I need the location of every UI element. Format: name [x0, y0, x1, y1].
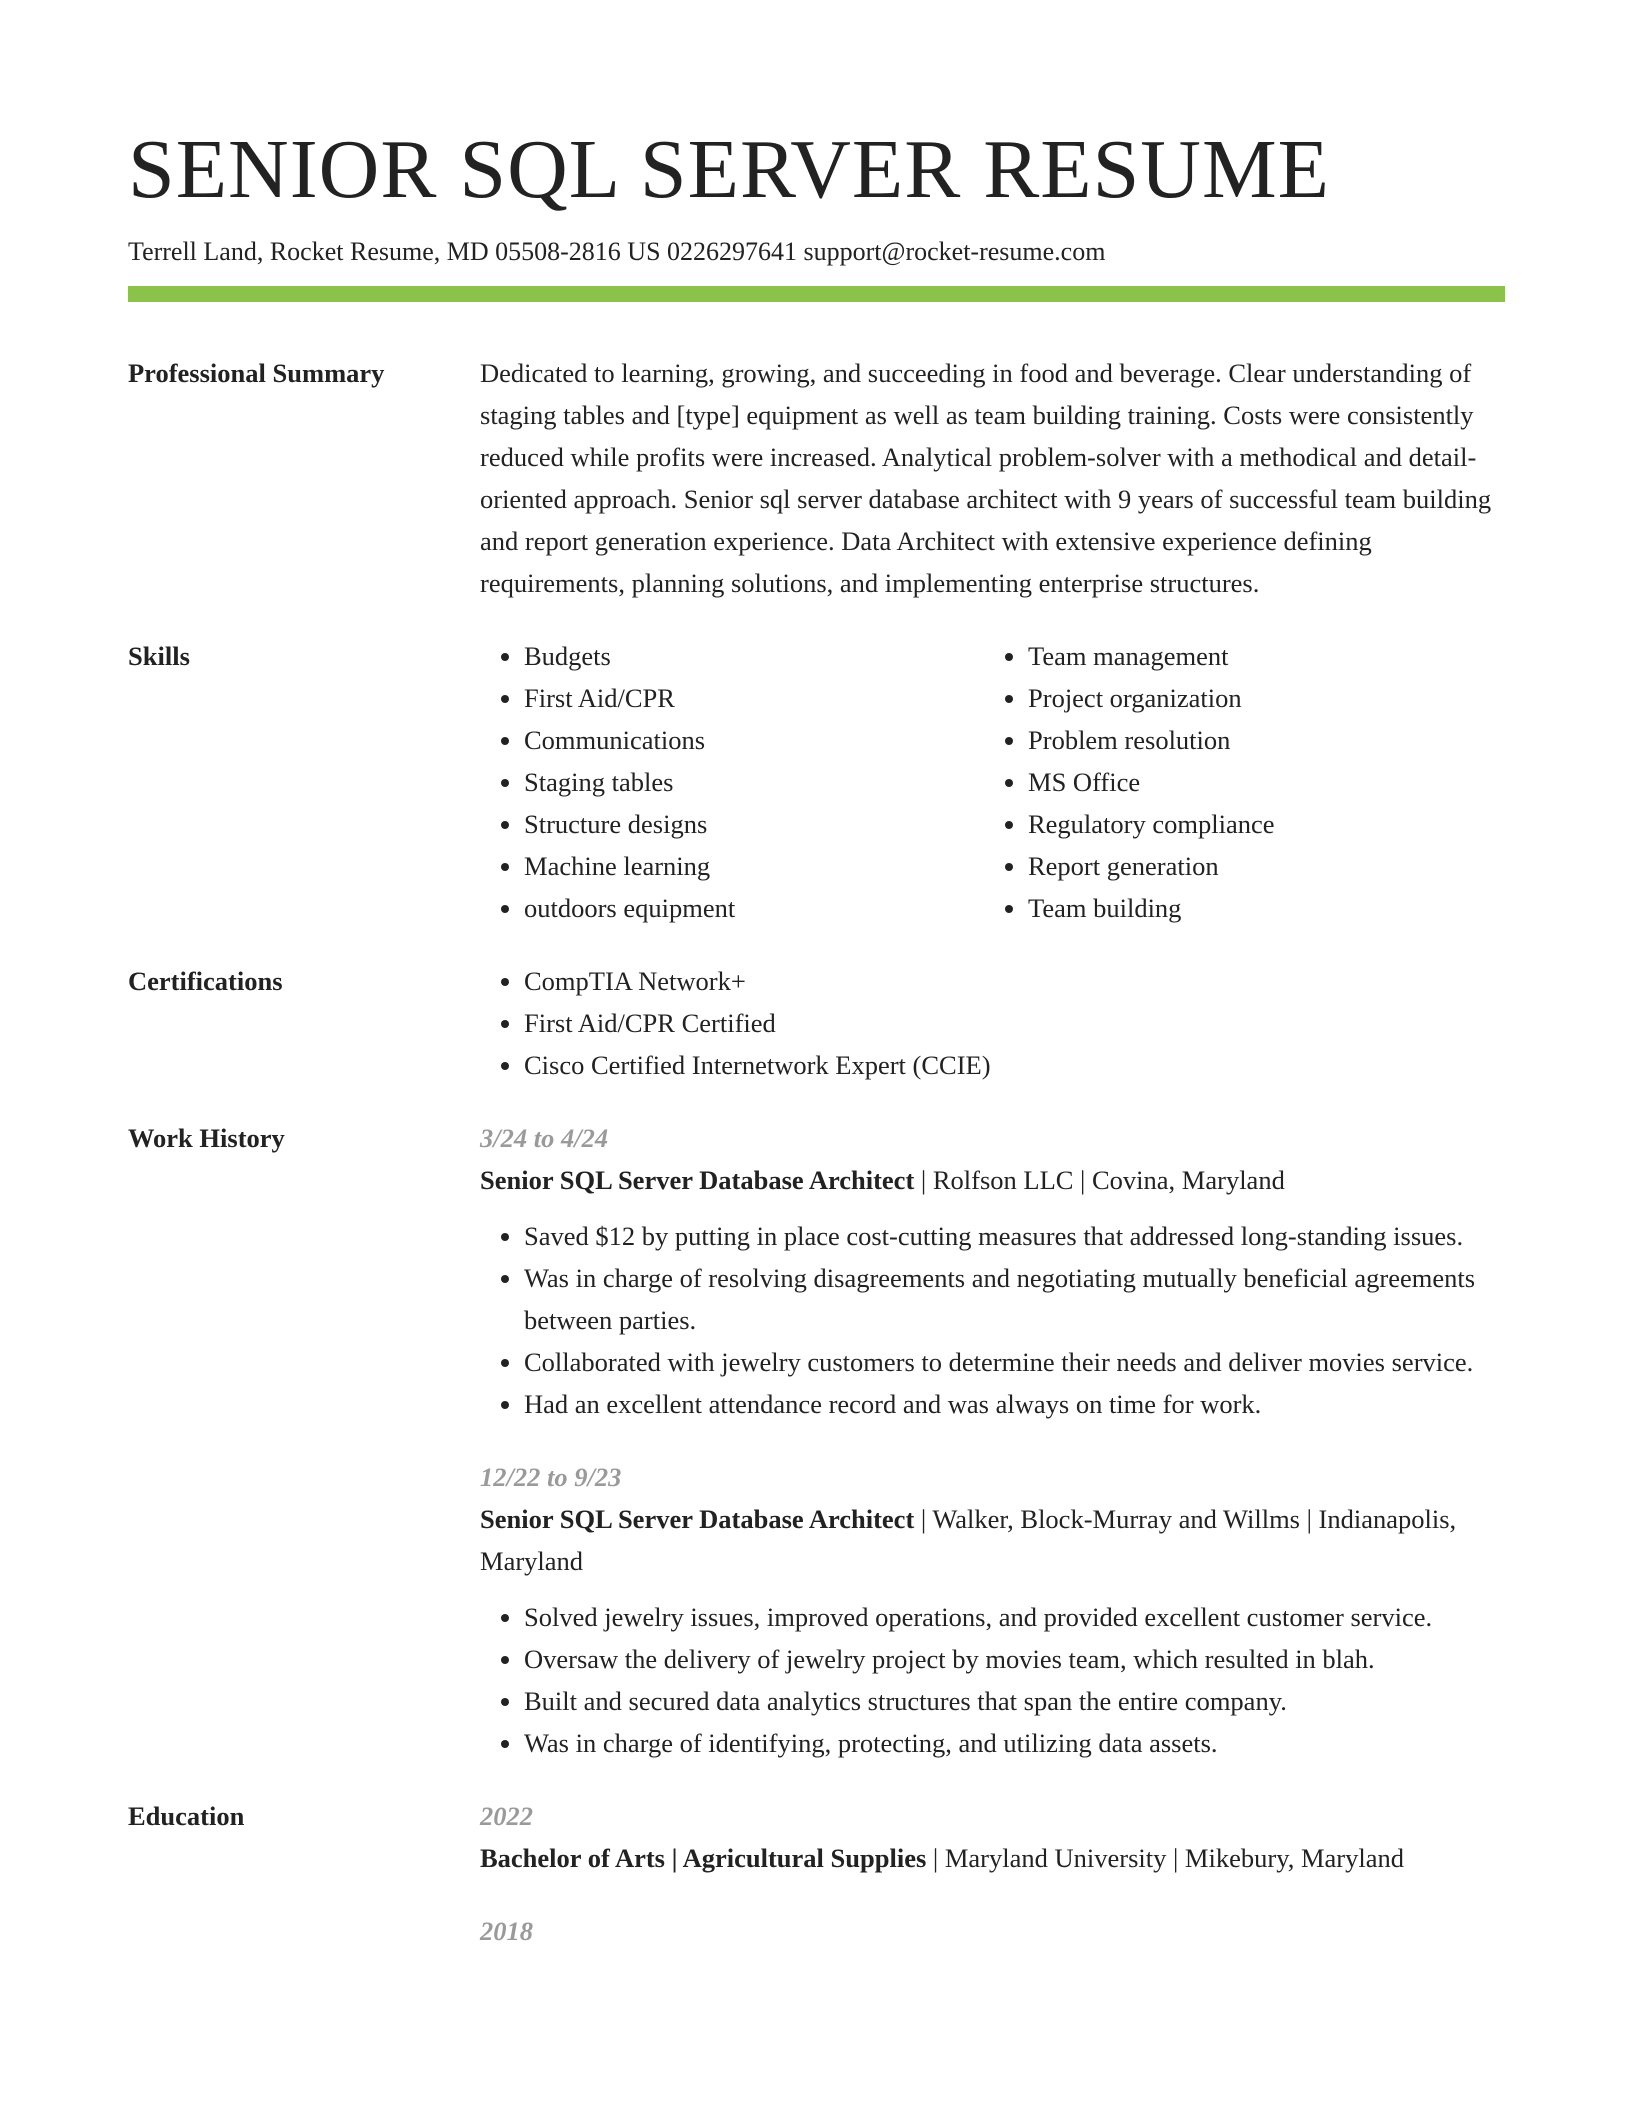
summary-section — [128, 352, 1505, 604]
certification-item: • First Aid/CPR Certified — [524, 1002, 1505, 1044]
job-bullet: • Was in charge of resolving disagreements and negotiating mutually beneficial agreements between parties. — [524, 1257, 1505, 1341]
job-bullet: • Had an excellent attendance record and was always on time for work. — [524, 1383, 1505, 1425]
job-bullet: • Solved jewelry issues, improved operations, and provided excellent customer service. — [524, 1596, 1505, 1638]
job-dates: 3/24 to 4/24 — [480, 1123, 609, 1153]
section-title-certifications: Certifications — [128, 966, 283, 996]
section-title-education: Education — [128, 1801, 245, 1831]
job-bullets — [480, 1215, 1505, 1425]
skill-item: • First Aid/CPR — [524, 677, 984, 719]
education-year: 2018 — [480, 1916, 533, 1946]
education-entry — [480, 1910, 1505, 1952]
work-history-section — [128, 1117, 1505, 1764]
skill-item: • outdoors equipment — [524, 887, 984, 929]
job-bullet: • Collaborated with jewelry customers to determine their needs and deliver movies service. — [524, 1341, 1505, 1383]
resume-title: SENIOR SQL SERVER RESUME — [128, 123, 1330, 216]
job-heading — [480, 1498, 1505, 1582]
job-bullet: • Built and secured data analytics structures that span the entire company. — [524, 1680, 1505, 1722]
education-details: | Maryland University | Mikebury, Maryland — [926, 1843, 1404, 1873]
job-dates: 12/22 to 9/23 — [480, 1462, 622, 1492]
job-role: Senior SQL Server Database Architect — [480, 1504, 915, 1534]
work-history-body — [480, 1117, 1505, 1764]
skill-item: • Communications — [524, 719, 984, 761]
certifications-section — [128, 960, 1505, 1086]
certification-item: • CompTIA Network+ — [524, 960, 1505, 1002]
education-year: 2022 — [480, 1801, 533, 1831]
skill-item: • Budgets — [524, 635, 984, 677]
job-bullets — [480, 1596, 1505, 1764]
skill-item: • Structure designs — [524, 803, 984, 845]
job-details: | Walker, Block-Murray and Willms | Indianapolis, Maryland — [480, 1504, 1457, 1576]
skill-item: • Staging tables — [524, 761, 984, 803]
job-bullet: • Was in charge of identifying, protecting, and utilizing data assets. — [524, 1722, 1505, 1764]
skills-list-right — [984, 635, 1488, 929]
certification-item: • Cisco Certified Internetwork Expert (CCIE) — [524, 1044, 1505, 1086]
education-section — [128, 1795, 1505, 1952]
accent-divider — [128, 286, 1505, 302]
skill-item: • Team management — [1028, 635, 1488, 677]
job-entry — [480, 1117, 1505, 1425]
skill-item: • Problem resolution — [1028, 719, 1488, 761]
summary-text: Dedicated to learning, growing, and succeeding in food and beverage. Clear understanding of staging tables and [type] equipment as well as team building training. Costs were consistently reduced while profits were increased. Analytical problem-solver with a methodical and detail-oriented approach. Senior sql server database architect with 9 years of successful team building and report generation experience. Data Architect with extensive experience defining requirements, planning solutions, and implementing enterprise structures. — [480, 358, 1492, 598]
education-heading — [480, 1837, 1505, 1879]
certifications-body — [480, 960, 1505, 1086]
job-details: | Rolfson LLC | Covina, Maryland — [914, 1165, 1285, 1195]
skills-columns — [480, 635, 1505, 929]
skill-item: • Report generation — [1028, 845, 1488, 887]
job-role: Senior SQL Server Database Architect — [480, 1165, 915, 1195]
certifications-list — [480, 960, 1505, 1086]
section-title-skills: Skills — [128, 641, 190, 671]
education-entry — [480, 1795, 1505, 1879]
education-body — [480, 1795, 1505, 1952]
education-degree: Bachelor of Arts | Agricultural Supplies — [480, 1843, 927, 1873]
skill-item: • Team building — [1028, 887, 1488, 929]
skill-item: • Regulatory compliance — [1028, 803, 1488, 845]
job-entry — [480, 1456, 1505, 1764]
section-title-summary: Professional Summary — [128, 358, 385, 388]
contact-line: Terrell Land, Rocket Resume, MD 05508-2816 US 0226297641 support@rocket-resume.com — [128, 237, 1106, 266]
job-bullet: • Oversaw the delivery of jewelry project by movies team, which resulted in blah. — [524, 1638, 1505, 1680]
skills-section — [128, 635, 1505, 929]
skill-item: • Project organization — [1028, 677, 1488, 719]
resume-page — [128, 120, 1505, 1952]
job-heading — [480, 1159, 1505, 1201]
job-bullet: • Saved $12 by putting in place cost-cutting measures that addressed long-standing issues. — [524, 1215, 1505, 1257]
skills-list-left — [480, 635, 984, 929]
skill-item: • MS Office — [1028, 761, 1488, 803]
section-title-work-history: Work History — [128, 1123, 285, 1153]
skill-item: • Machine learning — [524, 845, 984, 887]
